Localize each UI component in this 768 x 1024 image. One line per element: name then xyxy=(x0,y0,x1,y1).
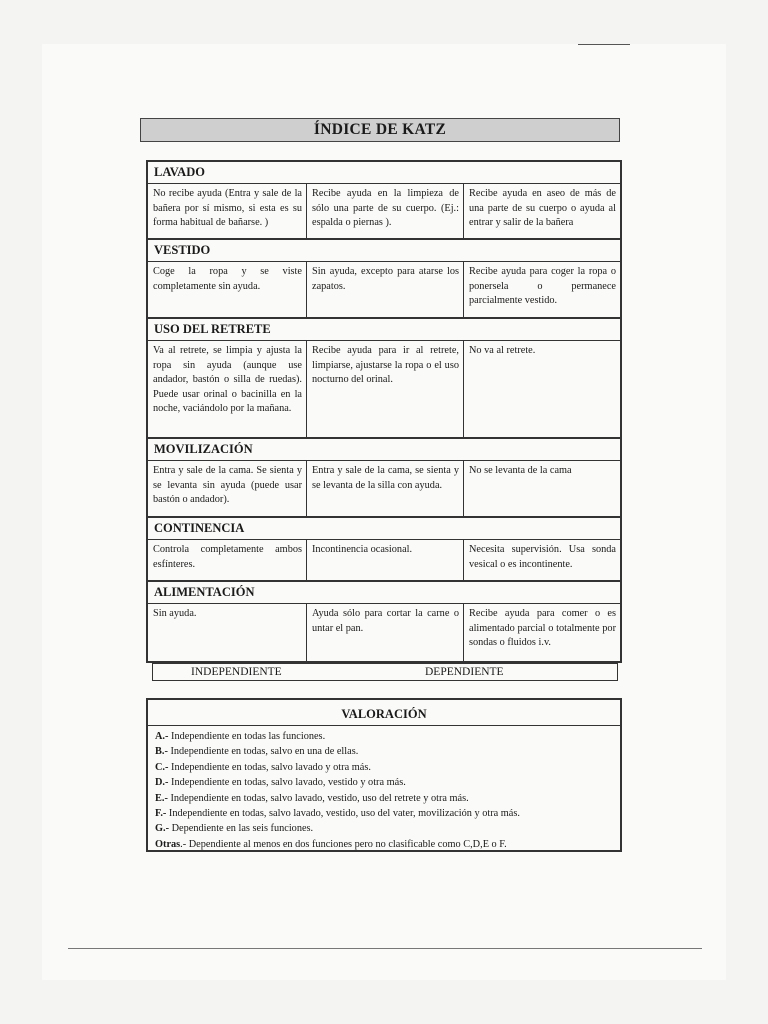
item-key: C.- xyxy=(155,761,169,773)
item-key: Otras xyxy=(155,838,181,850)
table-cell: Sin ayuda, excepto para atarse los zapatos. xyxy=(307,262,464,317)
list-item xyxy=(155,760,614,775)
item-key: G.- xyxy=(155,823,170,835)
table-cell: Recibe ayuda para ir al retrete, limpiarse, ajustarse la ropa o el uso nocturno del orinal. xyxy=(307,341,464,437)
item-text: Dependiente en las seis funciones. xyxy=(169,823,314,835)
list-item xyxy=(155,806,614,821)
item-text: Independiente en todas, salvo en una de ellas. xyxy=(167,746,359,758)
page-title: ÍNDICE DE KATZ xyxy=(140,118,620,142)
section-row-continencia xyxy=(148,540,620,582)
table-cell: Ayuda sólo para cortar la carne o untar el pan. xyxy=(307,604,464,661)
table-cell: Entra y sale de la cama, se sienta y se levanta de la silla con ayuda. xyxy=(307,461,464,516)
section-row-retrete xyxy=(148,341,620,439)
item-text: Independiente en todas, salvo lavado, vestido y otra más. xyxy=(168,777,406,789)
item-key: E.- xyxy=(155,792,168,804)
list-item xyxy=(155,821,614,836)
section-heading-vestido: VESTIDO xyxy=(148,240,620,262)
section-heading-retrete: USO DEL RETRETE xyxy=(148,319,620,341)
item-text: Independiente en todas, salvo lavado, vestido, uso del vater, movilización y otra más. xyxy=(166,808,520,820)
table-cell: Controla completamente ambos esfínteres. xyxy=(148,540,307,580)
section-heading-movilizacion: MOVILIZACIÓN xyxy=(148,439,620,461)
list-item xyxy=(155,729,614,744)
item-text: .- Dependiente al menos en dos funciones pero no clasificable como C,D,E o F. xyxy=(180,838,507,850)
list-item xyxy=(155,837,614,852)
valoracion-list xyxy=(148,726,620,852)
item-text: Independiente en todas, salvo lavado y otra más. xyxy=(168,761,371,773)
table-cell: No va al retrete. xyxy=(469,345,536,356)
table-cell: Va al retrete, se limpia y ajusta la ropa sin ayuda (aunque use andador, bastón o silla de ruedas). Puede usar orinal o bacinilla en la noche, vaciándolo por la mañana. xyxy=(148,341,307,437)
table-cell: Sin ayuda. xyxy=(148,604,307,661)
table-cell: Recibe ayuda para comer o es alimentado parcial o totalmente por sondas o fluidos i.v. xyxy=(469,608,616,649)
table-cell: Recibe ayuda en la limpieza de sólo una parte de su cuerpo. (Ej.: espalda o piernas ). xyxy=(307,184,464,238)
item-key: A.- xyxy=(155,731,169,742)
legend-independiente: INDEPENDIENTE xyxy=(191,666,282,678)
list-item xyxy=(155,744,614,759)
legend-dependiente: DEPENDIENTE xyxy=(425,666,504,678)
legend-bar xyxy=(152,663,618,681)
table-cell: Recibe ayuda en aseo de más de una parte de su cuerpo o ayuda al entrar y salir de la bañera xyxy=(469,188,616,229)
item-text: Independiente en todas las funciones. xyxy=(168,731,326,742)
item-key: F.- xyxy=(155,808,167,820)
valoracion-box xyxy=(146,698,622,852)
section-heading-alimentacion: ALIMENTACIÓN xyxy=(148,582,620,604)
section-row-vestido xyxy=(148,262,620,319)
edge-line xyxy=(578,44,630,45)
table-cell: Incontinencia ocasional. xyxy=(307,540,464,580)
table-cell: No recibe ayuda (Entra y sale de la bañera por sí mismo, si esta es su forma habitual de bañarse. ) xyxy=(148,184,307,238)
valoracion-title: VALORACIÓN xyxy=(148,700,620,726)
katz-table xyxy=(146,160,622,663)
section-heading-lavado: LAVADO xyxy=(148,162,620,184)
list-item xyxy=(155,775,614,790)
section-row-alimentacion xyxy=(148,604,620,661)
table-cell: Recibe ayuda para coger la ropa o ponersela o permanece parcialmente vestido. xyxy=(469,266,616,307)
table-cell: Necesita supervisión. Usa sonda vesical o es incontinente. xyxy=(469,544,616,570)
item-key: D.- xyxy=(155,777,169,789)
item-key: B.- xyxy=(155,746,168,758)
item-text: Independiente en todas, salvo lavado, vestido, uso del retrete y otra más. xyxy=(167,792,469,804)
bottom-rule xyxy=(68,948,702,949)
table-cell: Coge la ropa y se viste completamente sin ayuda. xyxy=(148,262,307,317)
section-row-lavado xyxy=(148,184,620,240)
table-cell: Entra y sale de la cama. Se sienta y se levanta sin ayuda (puede usar bastón o andador). xyxy=(148,461,307,516)
section-heading-continencia: CONTINENCIA xyxy=(148,518,620,540)
section-row-movilizacion xyxy=(148,461,620,518)
list-item xyxy=(155,791,614,806)
table-cell: No se levanta de la cama xyxy=(469,465,572,476)
